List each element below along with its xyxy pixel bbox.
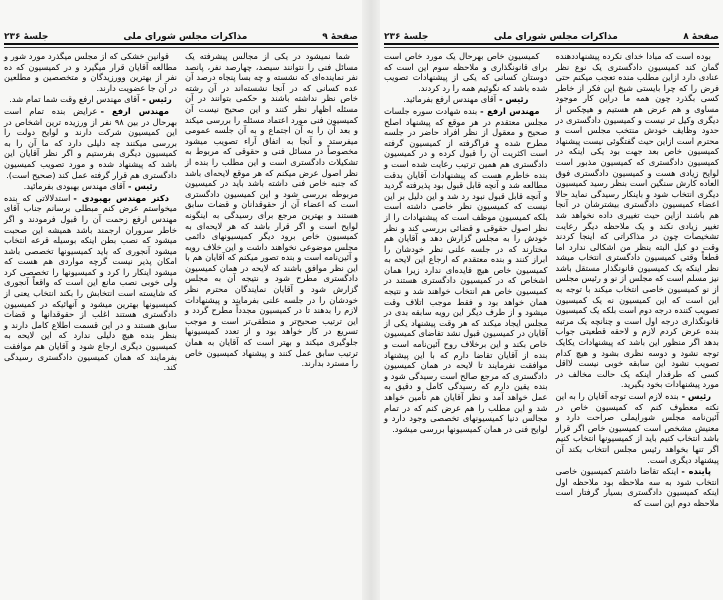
header-rule [4, 43, 358, 45]
column-left [384, 51, 548, 510]
running-header [4, 28, 358, 42]
paragraph-text: آقای مهندس ارفع بفرمائید. [403, 94, 497, 105]
speaker-name: مهندس ارفع - [480, 105, 540, 116]
speaker-name: پاینده - [681, 466, 711, 477]
paragraph [384, 106, 548, 434]
paragraph [4, 94, 177, 105]
text-columns [4, 51, 358, 374]
text-columns [384, 51, 719, 510]
paragraph [185, 51, 358, 369]
paragraph-text: آقای مهندس بهبودی بفرمائید. [23, 181, 126, 192]
paragraph-text: بنده شهادت سوره جلسات مجلس معتقدم در هر موقع که پیشنهاد اصلح صحیح و معقول از نظر افراد حاضر در جلسه مطرح شده و فراگرفته از کمیسیون گرفته است اکثریت آن را قبول کرده و در کمیسیون دادگستری هم همین ترتیب رعایت شده است و بنده خاطرم هست که پیشنهادات آقایان بدقت مطالعه شد و آنچه قابل قبول بود پذیرفته گردید و آنچه قابل قبول نبود رد شد و این دلیل بر این نیست که کمیسیون نظر خاصی داشته است بلکه کمیسیون موظف است که پیشنهادات را از نظر اصول حقوقی و قضائی بررسی کند و نظر خودش را به مجلس گزارش دهد و آقایان هم مختارند که در جلسه علنی نظر خودشان را ابراز کنند و بنده معتقدم که ارجاع این لایحه به کمیسیون خاص هیچ فایده‌ای ندارد زیرا همان اشخاص که در کمیسیون دادگستری هستند در کمیسیون خاص هم انتخاب خواهند شد و نتیجه همان خواهد بود و فقط موجب اتلاف وقت میشود و از طرف دیگر این رویه سابقه بدی در مجلس ایجاد میکند که هر وقت پیشنهاد یکی از آقایان در کمیسیون قبول نشد تقاضای کمیسیون خاص بکند و این برخلاف روح آئین‌نامه است و بنده از آقایان تقاضا دارم که با این پیشنهاد موافقت نفرمایند تا لایحه در همان کمیسیون دادگستری که مرجع صالح است رسیدگی شود و بنده یقین دارم که رسیدگی کامل و دقیق به عمل خواهد آمد و نظر آقایان هم تأمین خواهد شد و این مطلب را هم عرض کنم که در تمام مجالس دنیا کمیسیونهای تخصصی وجود دارد و لوایح فنی در همان کمیسیونها بررسی میشود. [384, 105, 548, 434]
paragraph-text: عرایض بنده تمام است بهرحال در بین ۹۸ نفر از ورزیده ترین اشخاص در این کمیسیون شرکت دارند و لوایح دولت را بررسی میکنند چه دلیلی دارد که ما آن را به کمیسیون دیگری بفرستیم و اگر نظر آقایان این باشد که پیشنهاد شده و مورد تصویب کمیسیون دادگستری هم قرار گرفته عمل کند (صحیح است). [4, 105, 178, 180]
speaker-name: مهندس ارفع - [100, 105, 169, 116]
page-number: صفحهٔ ۹ [322, 32, 358, 42]
speaker-name: رئیس - [142, 94, 172, 105]
speaker-name: رئیس - [499, 94, 529, 105]
column-right [185, 51, 358, 374]
paragraph-text: آقای مهندس ارفع وقت شما تمام شد. [9, 94, 140, 105]
column-left [4, 51, 177, 374]
paragraph-text: قوانین خشکی که از مجلس میگذرد مورد شور و مطالعه آقایان قرار میگیرد و در کمیسیون که ده نفر از بهترین وورزیدگان و متخصصین و مطلعین در آن جا عضویت دارند. [4, 51, 177, 93]
session-number: جلسهٔ ۲۳۶ [384, 32, 429, 42]
paragraph [4, 106, 177, 180]
paragraph [4, 181, 177, 192]
paragraph-text: بوده است که مبادا خدای نکرده پیشنهاددهنده گمان کند کمیسیون دادگستری یک نوع نظر عنادی دارد ازاین مطلب منده تعجب میکنم حتی فرض را که چرا بایستی شیخ این فکر از خاطر کسی بگذرد چون همه ما دراین کار موجود مساوی و هم عرض هم هستیم و هیچکس از دیگری وکیل تر نیست و کمیسیون دادگستری در حدود وظایف خودش منتخب مجلس است و محترم است ازاین حیث گفتگوئی نیست پیشنهاد کمیسیون خاص بعد جهت بود یکی اینکه در کمیسیون دادگستری که کمیسیون مذبور است لوایح زیادی هست و کمیسیون دادگستری فوق العاده کارش سنگین است بنظر رسید کمیسیون دیگری انتخاب شود و باینکار رسیدگی نماید حالا اعضاء کمیسیون دادگستری بیشترشان در آنجا هم باشند ازاین حیث تغییری داده نخواهد شد تغییر زیادی نکند و یک ملاحظه دیگر رعایت تشخیصات چون در مذاکراتی که اینجا کردند وقت دو کیل البته بنظر من اشکالی ندارد اما قطعاً وقتی کمیسیون دادگستری انتخاب میشد نظر اینکه یک کمیسیون قانونگذار مستقل باشد نیز مسلم است که مجلس از نو و رئیس مجلس از نو کمیسیون خاصی انتخاب میکند با توجه به این است که این کمیسیون نه یک کمیسیون تصویب کننده درجه دوم است بلکه یک کمیسیون قانونگذاری درجه اول است و چنانچه یک مرتبه بنده عرض کردم لازم و لاحقه قطعیتی جواب بدهد اگر منظور این باشد که پیشنهادات یکایک توجه نشود و دوسه نظری بشود و هیچ کدام تصویب نشود این سابقه خوبی نیست لااقل کسی که طرفدار اینکه یک حالت مخالف در مورد پیشنهادات بخود بگیرید. [555, 51, 719, 390]
column-right [556, 51, 720, 510]
header-rule-thin [4, 47, 358, 48]
paragraph [4, 51, 177, 93]
header-rule-thin [384, 47, 719, 48]
header-rule [384, 43, 719, 45]
speaker-name: رئیس - [128, 181, 158, 192]
paragraph [556, 466, 720, 508]
paragraph-text: استدلالاتی که بنده میخواستم عرض کنم مبطلی برسانم جناب آقای مهندس ارفع زحمت آن را قبول فرمودند و اگر خاطر سروران ارجمند باشد همیشه این صحبت میشود که نصب بطن اینکه بوسیله قرعه انتخاب میشود آنجوری که باید کمیسیونها تخصصی باشد امکان پذیر نیست گرچه مواردی هم هست که میشود اینکار را کرد و کمیسیونها را تخصصی کرد ولی خوبی نصب مانع این است که واقعاً آنجوری که شایسته است انتخابش را بکند انتخاب یعنی از کمیسیونها بهترین میشود و آنهائیکه در کمیسیون دادگستری هستند اغلب از حقوقدانها و قضات سابق هستند و در این قسمت اطلاع کامل دارند و بنظر بنده هیچ دلیلی ندارد که این لایحه به کمیسیون دیگری ارجاع شود و آقایان هم موافقت بفرمایند که همان کمیسیون دادگستری رسیدگی کند. [4, 192, 177, 373]
speaker-name: دکتر مهندس بهبودی - [73, 192, 169, 203]
running-header [384, 28, 719, 42]
paragraph [4, 193, 177, 373]
paragraph-text: شما نمیشود در یکی از مجالس پیشرفته یک مسائل فنی را نتوانند سیصد، چهارصد نفر، پانصد نفر نماینده‌ای که نشسته و چه بسا پنجاه درصد آن عده کسانی که در آنجا نشسته‌اند در آن رشته خاص نظر نداشته باشند و حکمی بتوانند در آن مسئله اظهار نظر کنند و این صحیح نیست آن کمیسیون فنی مورد اعتماد مسئله را بررسی میکند و بعد آن را به آن اجتماع و به آن جلسه عمومی میفرستد و آنجا به اتفاق آراء تصویب میشود مخصوصاً در مسائل فنی و حقوقی که مربوط به تشکیلات دادگستری است و این مطلب را بنده از نظر اصول عرض میکنم که هر موقع لایحه‌ای باشد که جنبه خاص فنی داشته باشد باید در کمیسیون مربوطه بررسی شود و این کمیسیون دادگستری است که اعضاء آن از حقوقدانان و قضات سابق هستند و بهترین مرجع برای رسیدگی به اینگونه لوایح است و اگر قرار باشد که هر لایحه‌ای به کمیسیون خاص برود دیگر کمیسیونهای دائمی مجلس موضوعی نخواهند داشت و این خلاف رویه و آئین‌نامه است و بنده تصور میکنم که آقایان هم با این نظر موافق باشند که لایحه در همان کمیسیون دادگستری مطرح شود و نتیجه آن به مجلس گزارش شود و آقایان نمایندگان محترم نظر خودشان را در جلسه علنی بفرمایند و پیشنهادات لازم را بدهند تا در کمیسیون مجدداً مطرح گردد و این ترتیب صحیح‌تر و منطقی‌تر است و موجب تسریع در کار خواهد بود و از تعدد کمیسیونها جلوگیری میکند و بهتر است که آقایان به همان ترتیب سابق عمل کنند و پیشنهاد کمیسیون خاص را مسترد بدارند. [185, 51, 358, 369]
page-8 [380, 0, 723, 600]
session-number: جلسهٔ ۲۳۶ [4, 32, 49, 42]
paragraph [556, 51, 720, 390]
page-number: صفحهٔ ۸ [683, 32, 719, 42]
paragraph-text: کمیسیون خاص بهرحال یک مورد خاص است برای قانونگذاری و ملاحظه سوم این است که دوستان کسانی که یکی از پیشنهادات تصویب شده باشد که نگوئیم همه را رد کردند. [384, 51, 548, 93]
paragraph [556, 391, 720, 465]
journal-title: مذاکرات مجلس شورای ملی [493, 32, 618, 42]
journal-title: مذاکرات مجلس شورای ملی [123, 32, 248, 42]
speaker-name: رئیس - [681, 391, 711, 401]
paragraph [384, 94, 548, 105]
paragraph [384, 51, 548, 93]
paragraph-text: بنده لازم است توجه آقایان را به این نکته معطوف کنم که کمیسیون خاص در آئین‌نامه مجلس شورایملی صراحت دارد و معنیش مشخص است کمیسیون خاص اگر قرار باشد انتخاب کنیم باید از کمیسیونها انتخاب کنیم اگر تنها بخواهد رئیس مجلس انتخاب بکند آن پیشنهاد دیگری است. [555, 391, 719, 465]
page-gutter [362, 0, 380, 600]
paragraph-text: اینکه تقاضا داشتم کمیسیون خاصی انتخاب شود به سه ملاحظه بود ملاحظه اول اینکه کمیسیون دادگستری بسیار گرفتار است ملاحظه دوم این است که [555, 466, 719, 508]
